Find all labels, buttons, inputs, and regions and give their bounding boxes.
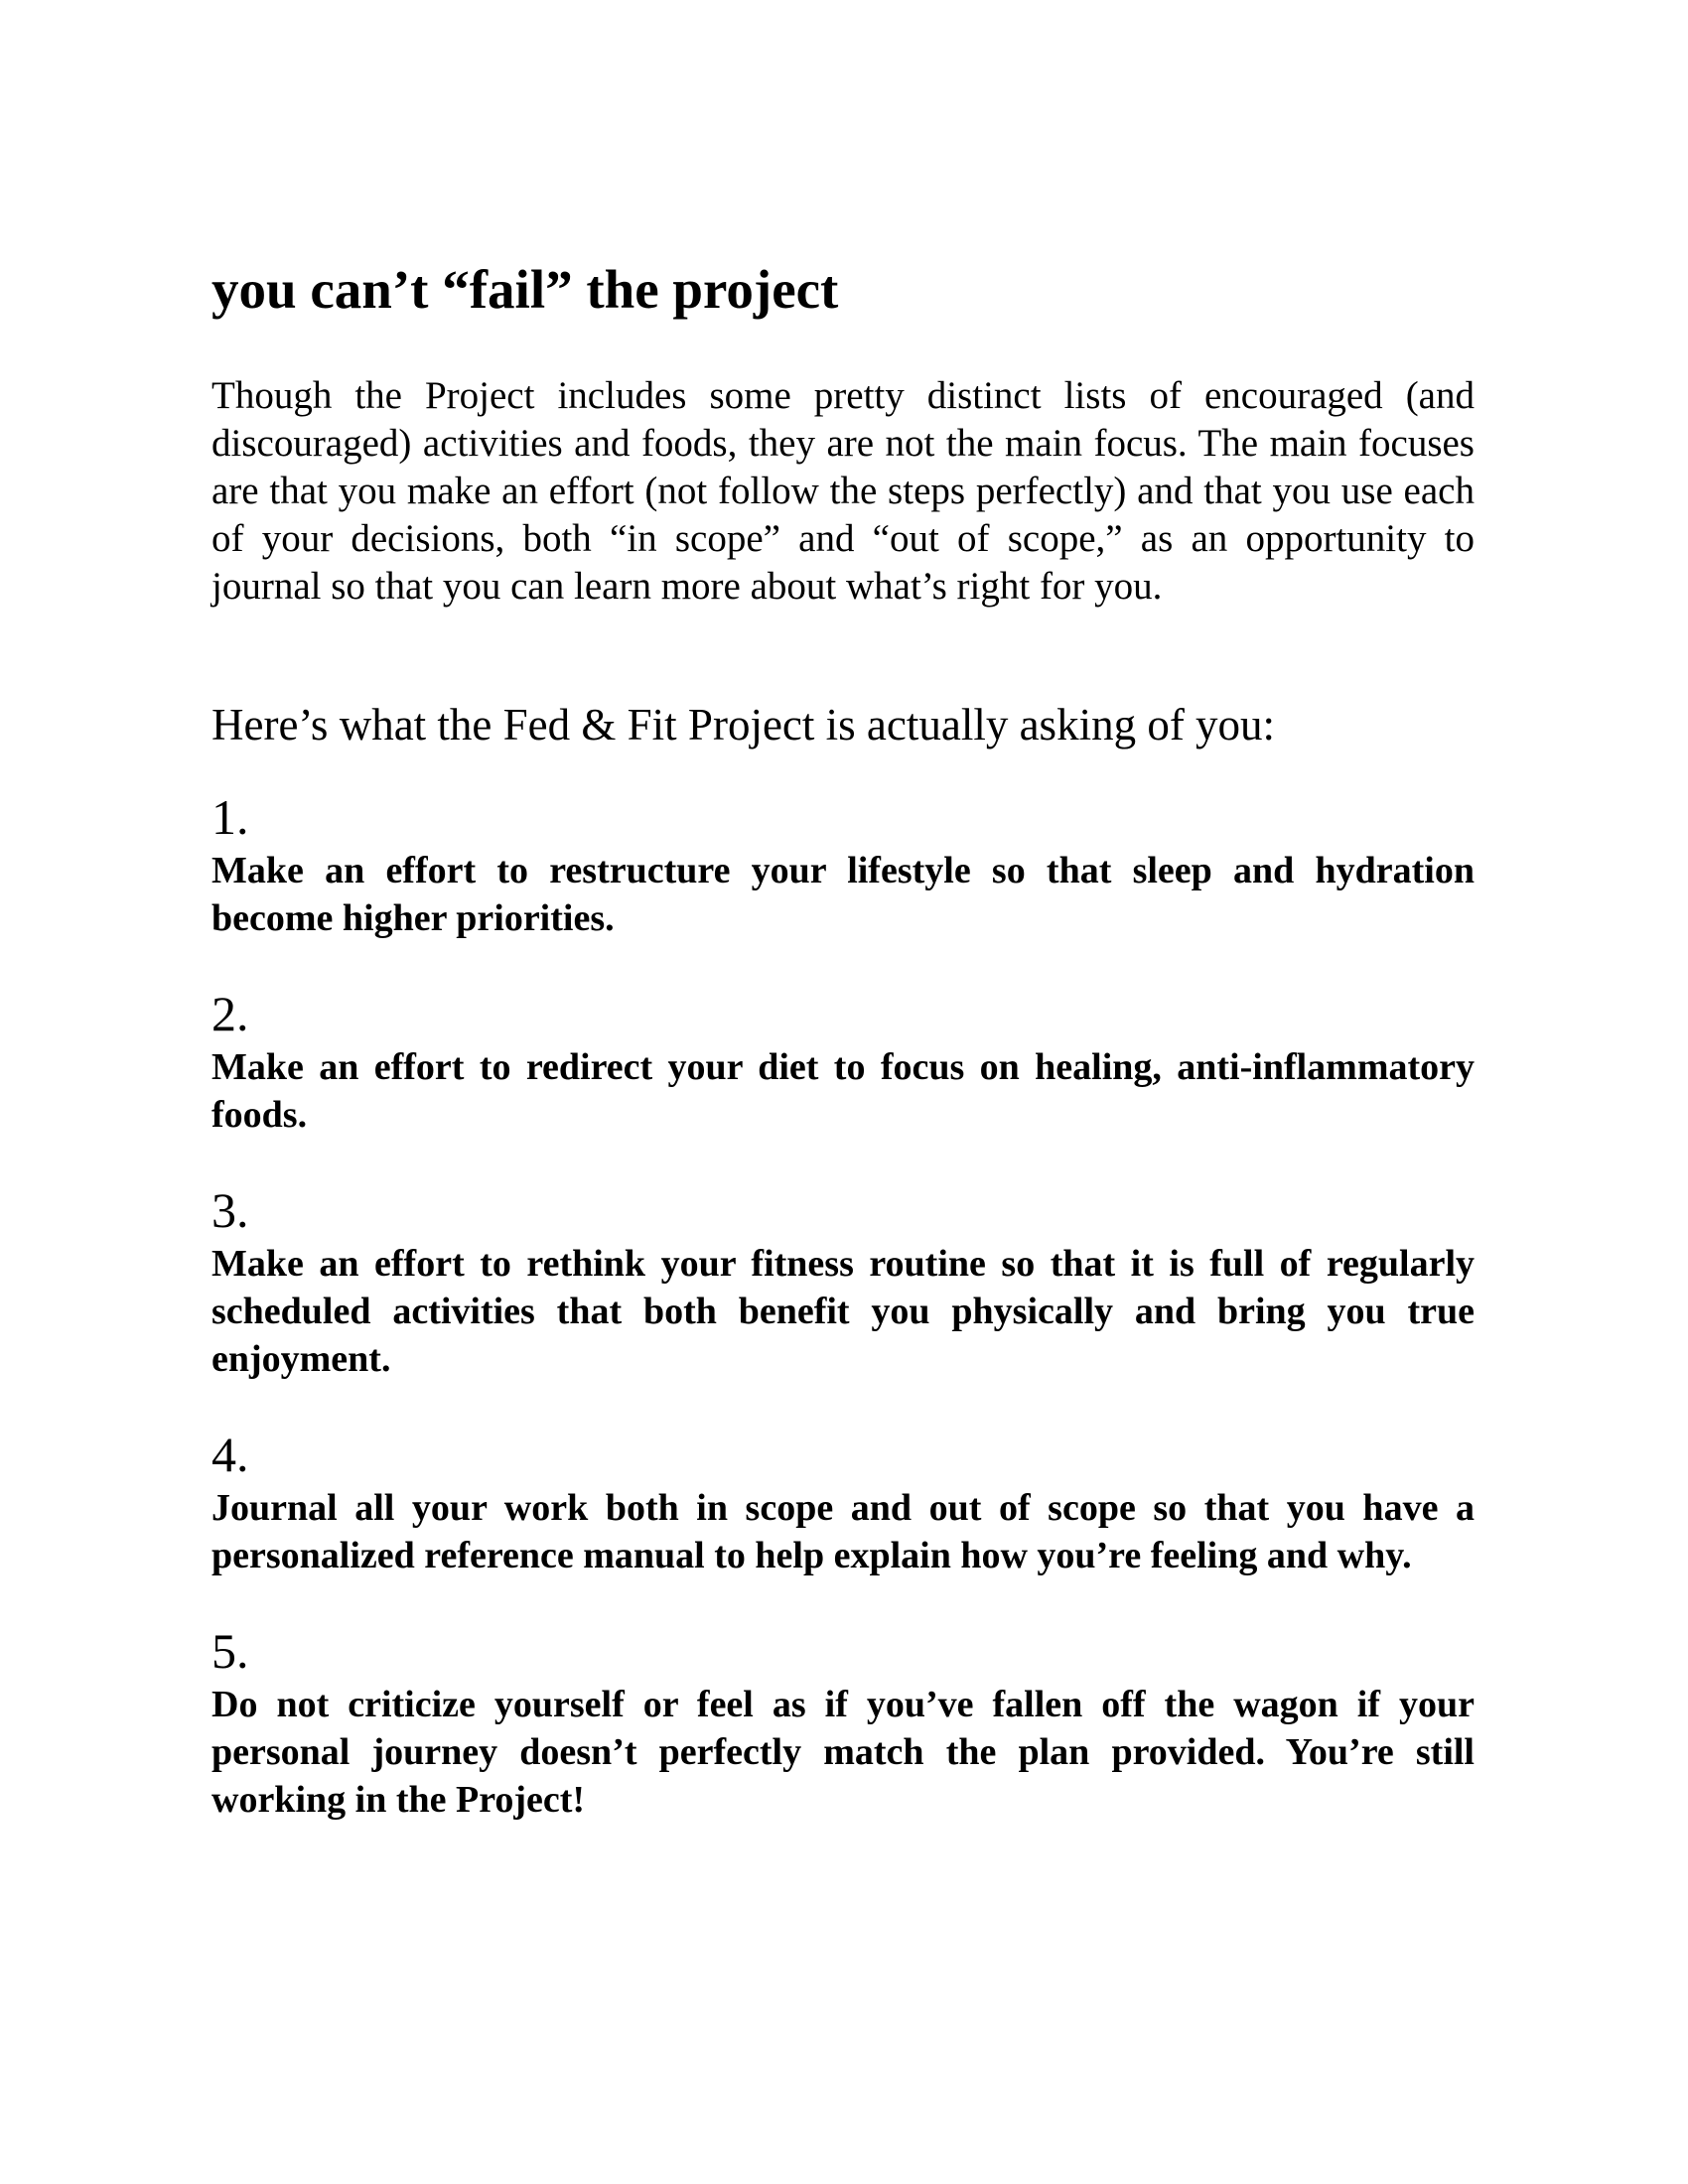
list-item-number: 4. — [211, 1426, 249, 1482]
list-item-text: Make an effort to restructure your lifestyle so that sleep and hydration become higher priorities. — [211, 849, 1475, 939]
list-item — [211, 1182, 1475, 1383]
list-item-number: 2. — [211, 985, 249, 1041]
intro-paragraph: Though the Project includes some pretty distinct lists of encouraged (and discouraged) activities and foods, they are not the main focus. The main focuses are that you make an effort (not follow the steps perfectly) and that you use each of your decisions, both “in scope” and “out of scope,” as an opportunity to journal so that you can learn more about what’s right for you. — [211, 373, 1475, 608]
numbered-list — [211, 789, 1475, 1824]
list-item-number: 1. — [211, 788, 249, 845]
lead-sentence: Here’s what the Fed & Fit Project is actually asking of you: — [211, 699, 1276, 750]
list-item-text: Journal all your work both in scope and out of scope so that you have a personalized reference manual to help explain how you’re feeling and why. — [211, 1486, 1475, 1576]
document-page — [211, 260, 1475, 1867]
page-title: you can’t “fail” the project — [211, 259, 839, 320]
list-item — [211, 1427, 1475, 1579]
list-item — [211, 789, 1475, 942]
list-item-number: 5. — [211, 1622, 249, 1679]
list-item-text: Make an effort to rethink your fitness routine so that it is full of regularly scheduled activities that both benefit you physically and bring you true enjoyment. — [211, 1242, 1475, 1380]
list-item-text: Do not criticize yourself or feel as if you’ve fallen off the wagon if your personal journey doesn’t perfectly match the plan provided. You’re still working in the Project! — [211, 1683, 1475, 1821]
list-item — [211, 986, 1475, 1139]
list-item-text: Make an effort to redirect your diet to focus on healing, anti-inflammatory foods. — [211, 1045, 1475, 1136]
list-item — [211, 1623, 1475, 1824]
list-item-number: 3. — [211, 1181, 249, 1238]
